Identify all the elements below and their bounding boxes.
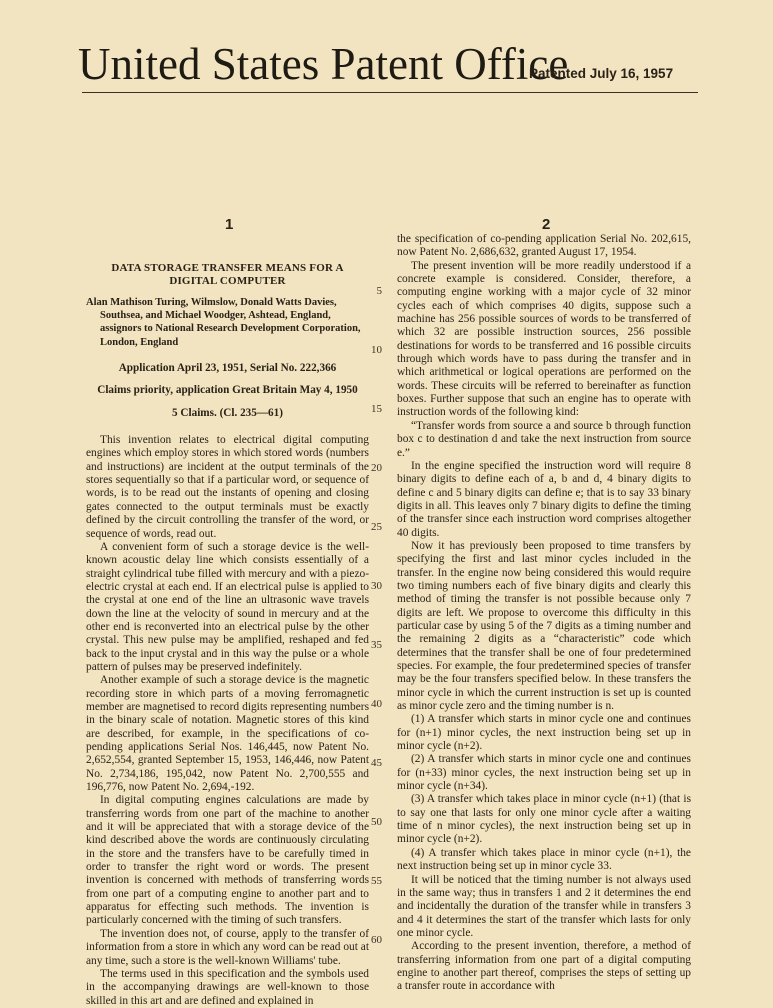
line-number: 50	[371, 816, 382, 828]
paragraph: It will be noticed that the timing number is not always used in the same way; thus in transfers 1 and 2 it determines the end and incidentally the duration of the transfer while in transfers 3 and 4 it determines the start of the transfer which lasts for only one minor cycle.	[397, 873, 691, 939]
paragraph: Now it has previously been proposed to time transfers by specifying the first and last minor cycles included in the transfer. In the engine now being considered this would require two timing numbers each of five binary digits and clearly this method of timing the transfer is not possible because only 7 digits are left. We propose to overcome this difficulty in this particular case by using 5 of the 7 digits as a timing number and the remaining 2 digits as a “characteristic” code which determines that the transfer shall be one of four predetermined species. For example, the four predetermined species of transfer may be the four transfers specified below. In these transfers the minor cycle in which the current instruction is set up is counted as minor cycle zero and the timing number is n.	[397, 539, 691, 713]
application-line: Application April 23, 1951, Serial No. 222,366	[118, 362, 337, 375]
title-block	[86, 262, 369, 420]
paragraph: In digital computing engines calculations are made by transferring words from one part of the machine to another and it will be appreciated that with a storage device of the kind described above the words are continuously circulating in the store and the transfers have to be carefully timed in order to transfer the right word or words. The present invention is concerned with methods of transferring words from one part of a computing engine to another part and to apparatus for effecting such methods. The invention is particularly concerned with the timing of such transfers.	[86, 794, 369, 927]
line-number: 40	[371, 698, 382, 710]
paragraph: In the engine specified the instruction word will require 8 binary digits to define each of a, b and d, 4 binary digits to define c and 5 binary digits can define e; that is to say 33 binary digits in all. This leaves only 7 binary digits to define the timing of the transfer since each instruction word comprises altogether 40 digits.	[397, 459, 691, 539]
paragraph: (1) A transfer which starts in minor cycle one and continues for (n+1) minor cycles, the next instruction being set up in minor cycle (n+2).	[397, 713, 691, 753]
left-column	[86, 262, 369, 1008]
line-number: 55	[371, 875, 382, 887]
paragraph: The present invention will be more readily understood if a concrete example is considered. Consider, therefore, a computing engine working with a major cycle of 32 minor cycles each of which comprises 40 digits, suppose such a machine has 256 possible sources of words to be transferred of which 32 are possible instruction sources, 256 possible destinations for words to be transferred and 16 possible circuits through which words have to pass during the transfer and in which arithmetical or logical operations are performed on the words. These circuits will be referred to bereinafter as function boxes. Further suppose that such an engine has to operate with instruction words of the following kind:	[397, 259, 691, 419]
paragraph: This invention relates to electrical digital computing engines which employ stores in which stored words (numbers and instructions) are incident at the output terminals of the stores sequentially so that if a particular word, or sequence of words, is to be read out the instants of opening and closing gates connected to the output terminals must be exactly defined by the circuit controlling the transfer of the word, or sequence of words, read out.	[86, 434, 369, 540]
line-number: 35	[371, 639, 382, 651]
paragraph: A convenient form of such a storage device is the well-known acoustic delay line which consists essentially of a straight cylindrical tube filled with mercury and with a piezo-electric crystal at each end. If an electrical pulse is applied to the crystal at one end of the line an ultrasonic wave travels down the line at the velocity of sound in mercury and at the other end is reconverted into an electrical pulse by the other crystal. This new pulse may be amplified, reshaped and fed back to the input crystal and in this way the pulse or a whole pattern of pulses may be preserved indefinitely.	[86, 540, 369, 673]
patent-title-line2: DIGITAL COMPUTER	[169, 275, 286, 288]
column-number-left: 1	[225, 216, 234, 233]
line-number: 45	[371, 757, 382, 769]
line-number: 25	[371, 521, 382, 533]
line-number: 15	[371, 403, 382, 415]
paragraph: The terms used in this specification and the symbols used in the accompanying drawings are well-known to those skilled in this art and are defined and explained in	[86, 967, 369, 1007]
paragraph: the specification of co-pending application Serial No. 202,615, now Patent No. 2,686,632, granted August 17, 1954.	[397, 233, 691, 259]
paragraph: (3) A transfer which takes place in minor cycle (n+1) (that is to say one that lasts for only one minor cycle after a waiting time of n minor cycles), the next instruction being set up in minor cycle (n+2).	[397, 793, 691, 846]
office-title: United States Patent Office	[78, 39, 569, 89]
line-number: 30	[371, 580, 382, 592]
paragraph: “Transfer words from source a and source b through function box c to destination d and take the next instruction from source e.”	[397, 419, 691, 459]
left-body	[86, 434, 369, 1008]
paragraph: Another example of such a storage device is the magnetic recording store in which parts of a moving ferromagnetic member are magnetised to record digits representing numbers in the binary scale of notation. Magnetic stores of this kind are described, for example, in the specifications of co-pending applications Serial Nos. 146,445, now Patent No. 2,652,554, granted September 15, 1953, 146,446, now Patent No. 2,734,186, 195,042, now Patent No. 2,700,555 and 196,776, now Patent No. 2,694,-192.	[86, 674, 369, 794]
line-number: 10	[371, 344, 382, 356]
line-number: 20	[371, 462, 382, 474]
paragraph: The invention does not, of course, apply to the transfer of information from a store in which any word can be read out at any time, such a store is the well-known Williams' tube.	[86, 927, 369, 967]
patented-date: Patented July 16, 1957	[529, 66, 674, 81]
inventors: Alan Mathison Turing, Wilmslow, Donald Watts Davies, Southsea, and Michael Woodger, Ashtead, England, assignors to National Research Development Corporation, London, England	[86, 296, 361, 348]
header-rule	[82, 92, 698, 93]
claims-line: 5 Claims. (Cl. 235—61)	[172, 406, 283, 419]
priority-line: Claims priority, application Great Britain May 4, 1950	[97, 384, 358, 397]
patent-title-line1: DATA STORAGE TRANSFER MEANS FOR A	[111, 262, 344, 274]
line-number: 60	[371, 934, 382, 946]
paragraph: (4) A transfer which takes place in minor cycle (n+1), the next instruction being set up in minor cycle 33.	[397, 846, 691, 873]
line-number: 5	[376, 285, 382, 297]
paragraph: (2) A transfer which starts in minor cycle one and continues for (n+33) minor cycles, the next instruction being set up in minor cycle (n+34).	[397, 753, 691, 793]
column-number-right: 2	[542, 216, 551, 233]
paragraph: According to the present invention, therefore, a method of transferring information from one part of a digital computing engine to another part thereof, comprises the steps of setting up a transfer route in accordance with	[397, 940, 691, 993]
right-column	[397, 233, 691, 994]
